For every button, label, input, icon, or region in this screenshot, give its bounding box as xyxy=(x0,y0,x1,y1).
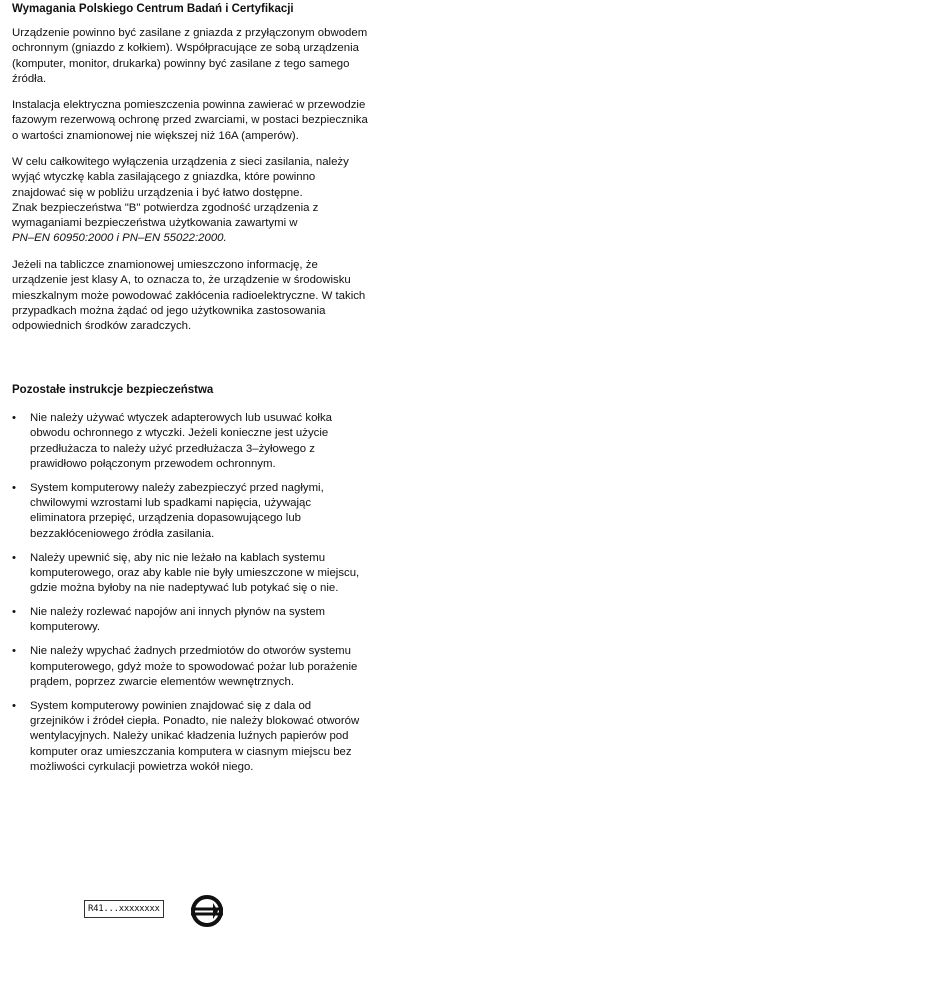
safety-instructions-list xyxy=(12,411,412,775)
certification-label: R41...xxxxxxxx xyxy=(84,900,164,918)
paragraph-disconnect-text: W celu całkowitego wyłączenia urządzenia z sieci zasilania, należy wyjąć wtyczkę kabla zasilającego z gniazdka, które powinno znajdować się w pobliżu urządzenia i być łatwo dostępne. Znak bezpieczeństwa "B" potwierdza zgodność urządzenia z wymaganiami bezpieczeństwa użytkowania zawartymi w xyxy=(12,156,349,230)
section-title-pcbc: Wymagania Polskiego Centrum Badań i Certyfikacji xyxy=(12,3,294,15)
paragraph-power-outlet: Urządzenie powinno być zasilane z gniazda z przyłączonym obwodem ochronnym (gniazdo z kołkiem). Współpracujące ze sobą urządzenia (komputer, monitor, drukarka) powinny być zasilane z tego samego źródła. xyxy=(12,27,368,85)
bsmi-certification-icon xyxy=(189,893,225,929)
list-item xyxy=(12,481,412,542)
list-item-text: Nie należy wpychać żadnych przedmiotów do otworów systemu komputerowego, gdyż może to spowodować pożar lub porażenie prądem, poprzez zwarcie elementów wewnętrznych. xyxy=(30,645,358,688)
bullet-icon: • xyxy=(12,481,16,494)
list-item xyxy=(12,551,412,597)
list-item-text: Należy upewnić się, aby nic nie leżało na kablach systemu komputerowego, oraz aby kable nie były umieszczone w miejscu, gdzie można byłoby na nie nadeptywać lub potykać się o nie. xyxy=(30,551,360,595)
section-title-other-safety: Pozostałe instrukcje bezpieczeństwa xyxy=(12,384,214,396)
bullet-icon: • xyxy=(12,699,16,712)
list-item xyxy=(12,411,412,472)
list-item-text: System komputerowy należy zabezpieczyć przed nagłymi, chwilowymi wzrostami lub spadkami napięcia, używając eliminatora przepięć, urządzenia dopasowującego lub bezzakłóceniowego źródła zasilania. xyxy=(30,481,324,540)
list-item xyxy=(12,699,412,775)
list-item-text: System komputerowy powinien znajdować się z dala od grzejników i źródeł ciepła. Ponadto, nie należy blokować otworów wentylacyjnych. Należy unikać kładzenia luźnych papierów pod komputer oraz umieszczania komputera w ciasnym miejscu bez możliwości cyrkulacji powietrza wokół niego. xyxy=(30,699,360,773)
paragraph-fuse-protection: Instalacja elektryczna pomieszczenia powinna zawierać w przewodzie fazowym rezerwową ochronę przed zwarciami, w postaci bezpiecznika o wartości znamionowej nie większej niż 16A (amperów). xyxy=(12,99,368,142)
paragraph-class-a: Jeżeli na tabliczce znamionowej umieszczono informację, że urządzenie jest klasy A, to oznacza to, że urządzenie w środowisku mieszkalnym może powodować zakłócenia radioelektryczne. W takich przypadkach można żądać od jego użytkownika zastosowania odpowiednich środków zaradczych. xyxy=(12,259,366,333)
list-item xyxy=(12,644,412,690)
bullet-icon: • xyxy=(12,412,16,424)
bullet-icon: • xyxy=(12,551,16,564)
list-item-text: Nie należy używać wtyczek adapterowych lub usuwać kołka obwodu ochronnego z wtyczki. Jeżeli konieczne jest użycie przedłużacza to należy użyć przedłużacza 3–żyłowego z prawidłowo połączonym przewodem ochronnym. xyxy=(30,412,332,470)
standards-reference: PN–EN 60950:2000 i PN–EN 55022:2000. xyxy=(12,232,227,245)
certification-marks xyxy=(84,893,244,929)
list-item-text: Nie należy rozlewać napojów ani innych płynów na system komputerowy. xyxy=(30,606,326,634)
paragraph-disconnect xyxy=(12,155,349,247)
list-item xyxy=(12,605,412,636)
bullet-icon: • xyxy=(12,645,16,658)
bullet-icon: • xyxy=(12,606,16,619)
